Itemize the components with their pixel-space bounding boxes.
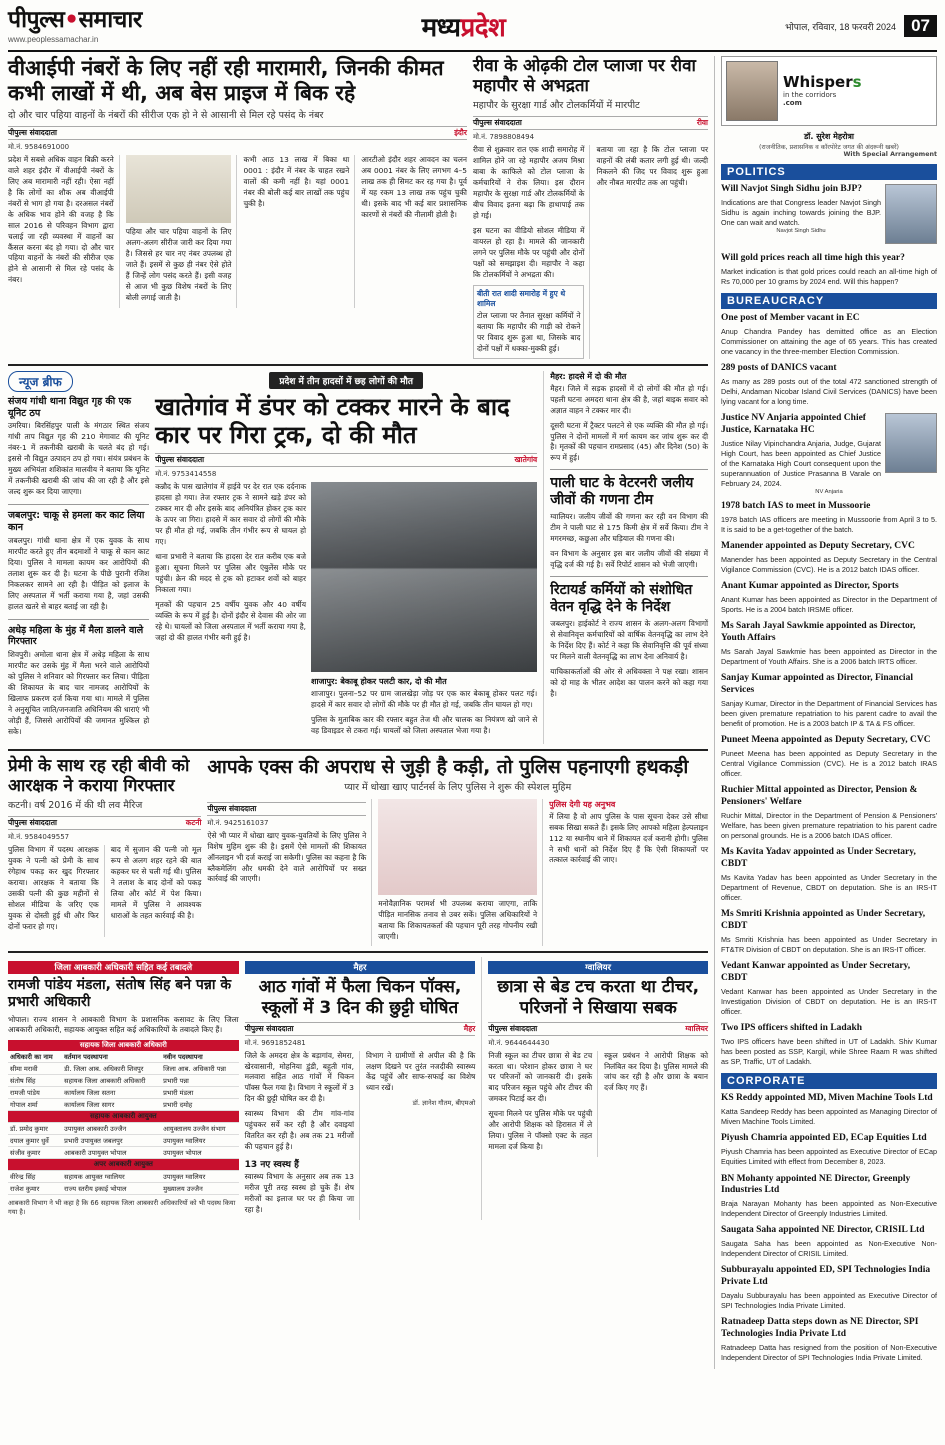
masthead	[8, 6, 937, 52]
teacher-columns	[488, 1051, 708, 1158]
toll-col-1	[473, 145, 585, 358]
bottom-block	[8, 951, 708, 1219]
rail-item	[721, 541, 937, 575]
byline-author: पीपुल्स संवाददाता	[488, 1023, 538, 1033]
chickenpox-kicker: मैहर	[245, 961, 476, 974]
logo-main: पीपुल्स	[8, 6, 65, 33]
wife-arrest-headline: प्रेमी के साथ रह रही बीवी को आरक्षक ने कराया गिरफ्तार	[8, 755, 190, 796]
rail-item-title: Piyush Chamria appointed ED, ECap Equities Ltd	[721, 1133, 927, 1144]
cell-current: आबकारी उपायुक्त भोपाल	[62, 1147, 161, 1159]
table-section-head-2: सहायक आबकारी आयुक्त	[8, 1111, 239, 1123]
cell-new: प्रभारी मंडला	[161, 1087, 239, 1099]
rail-item-text: Ratnadeep Datta has resigned from the position of Non-Executive Independent Director of SPI Technologies India Private Limited.	[721, 1343, 937, 1363]
main-crash-phone: मो.नं. 9753414558	[155, 470, 217, 479]
rail-item	[721, 785, 937, 841]
cell-name: वीरेन्द्र सिंह	[8, 1171, 62, 1183]
maihar-para-1: दूसरी घटना में ट्रैक्टर पलटने से एक व्यक्ति की मौत हो गई। पुलिस ने दोनों मामलों में मर्ग कायम कर जांच शुरू कर दी है। मृतकों की पहचान रामप्रसाद (45) और दिनेश (50) के रूप में हुई।	[550, 420, 709, 463]
teacher-headline: छात्रा से बेड टच करता था टीचर, परिजनों ने सिखाया सबक	[497, 977, 700, 1018]
table-row	[8, 1147, 239, 1159]
editorial-zone	[8, 56, 708, 1369]
toll-headline: रीवा के ओढ़की टोल प्लाजा पर रीवा महापौर से अभद्रता	[472, 56, 696, 97]
rail-item-text: Dayalu Subburayalu has been appointed as Executive Director of SPI Technologies India Private Limited.	[721, 1291, 937, 1311]
teacher-story	[481, 957, 708, 1219]
col-head-new: नवीन पदस्थापना	[161, 1051, 239, 1063]
byline-place: इंदौर	[454, 127, 467, 137]
rail-item	[721, 1265, 937, 1311]
table-row	[8, 1135, 239, 1147]
masthead-right	[785, 15, 937, 37]
photo-caption: NV Anjaria	[815, 489, 843, 496]
excise-story	[8, 957, 239, 1219]
chickenpox-para-1: स्वास्थ्य विभाग की टीम गांव-गांव पहुंचकर सर्वे कर रही है और दवाइयां वितरित कर रही है। अब तक 21 मरीजों की पहचान हुई है।	[244, 1109, 354, 1152]
byline-place: रीवा	[696, 118, 708, 128]
teacher-phone: मो.नं. 9644644430	[488, 1038, 550, 1047]
lead-para-1: पहिया और चार पहिया वाहनों के लिए अलग-अलग सीरीज जारी कर दिया गया है। जिससे हर चार नए नंबर उपलब्ध हो जाते हैं। इसमें से कुछ ही नंबर ऐसे होते हैं जिन्हें लोग पसंद करते हैं। इसी वजह से आज भी कुछ विशेष नंबरों के लिए बोली लगाई जाती है।	[125, 226, 232, 302]
police-col-2	[371, 799, 537, 947]
lead-byline	[8, 126, 467, 140]
byline-author: पीपुल्स संवाददाता	[8, 127, 57, 137]
table-row	[8, 1063, 239, 1075]
police-col-1	[207, 799, 366, 947]
salary-para-1: याचिकाकर्ताओं की ओर से अधिवक्ता ने पक्ष रखा। शासन को दो माह के भीतर आदेश का पालन करने को कहा गया है।	[550, 667, 709, 698]
table-section-head: सहायक जिला आबकारी अधिकारी	[8, 1040, 239, 1051]
cell-current: डी. जिला आब. अधिकारी शिवपुर	[62, 1063, 161, 1075]
divider-1	[8, 364, 708, 366]
chickenpox-credit: डॉ. ज्ञानेश गौतम, बीएमओ	[412, 1099, 476, 1108]
excise-kicker: जिला आबकारी अधिकारी सहित कई तबादले	[8, 961, 239, 974]
rail-item	[721, 735, 937, 779]
table-row	[8, 1099, 239, 1111]
cell-name: सीमा मरावी	[8, 1063, 62, 1075]
page-body	[8, 56, 937, 1369]
photo-caption: Navjot Singh Sidhu	[776, 228, 826, 235]
byline-author: पीपुल्स संवाददाता	[155, 455, 205, 465]
lead-story	[8, 56, 467, 359]
table-row	[8, 1123, 239, 1135]
cell-new: प्रभारी दमोह	[161, 1099, 239, 1111]
rail-item	[721, 961, 937, 1017]
lead-subhead: दो और चार पहिया वाहनों के नंबरों की सीरीज एक हो ने से आसानी से मिल रहे पसंद के नंबर	[8, 109, 324, 121]
rail-item-title: Will gold prices reach all time high this year?	[721, 253, 905, 263]
excise-headline: रामजी पांडेय मंडला, संतोष सिंह बने पन्ना के प्रभारी अधिकारी	[8, 977, 232, 1010]
salary-para-0: जबलपुर। हाईकोर्ट ने राज्य शासन के अलग-अलग विभागों से सेवानिवृत्त कर्मचारियों को वार्षिक वेतनवृद्धि का लाभ देने के निर्देश दिए हैं। कोर्ट ने कहा कि सेवानिवृत्ति की पूर्व संध्या पर मिलने वाली वेतनवृद्धि का लाभ देना अनिवार्य है।	[550, 619, 709, 662]
rail-section-politics: POLITICS	[721, 164, 937, 180]
bottom-columns	[8, 957, 708, 1219]
toll-para-1: इस घटना का वीडियो सोशल मीडिया में वायरल हो रहा है। मामले की जानकारी लगने पर पुलिस मौके पर पहुंची और दोनों पक्षों को समझाइश दी। महापौर ने कहा कि टोलकर्मियों ने अभद्रता की।	[472, 226, 585, 279]
brief-text: जबलपुर। गांधी थाना क्षेत्र में एक युवक के साथ मारपीट करते हुए तीन बदमाशों ने चाकू से कान काट दिया। पुलिस ने मामला कायम कर आरोपियों की तलाश शुरू कर दी है। घटना के पीछे पुरानी रंजिश निकलकर सामने आ रही है। पीड़ित को इलाज के लिए अस्पताल में भर्ती कराया गया है, जहां उसकी हालत खतरे से बाहर बताई जा रही है।	[8, 535, 150, 611]
table-head-row	[8, 1040, 239, 1051]
cell-name: राजेश कुमार	[8, 1183, 62, 1195]
divider-pali	[550, 576, 708, 577]
teacher-byline	[488, 1022, 708, 1036]
teacher-kicker: ग्वालियर	[488, 961, 708, 974]
rail-item-text: Ms Sarah Jayal Sawkmie has been appointed as Director in the Department of Youth Affairs. She is a 2006 batch IRTS officer.	[721, 647, 937, 667]
rail-item	[721, 1225, 937, 1259]
rail-item-title: One post of Member vacant in EC	[721, 313, 860, 324]
table-row	[8, 1171, 239, 1183]
table-row	[8, 1087, 239, 1099]
cell-name: रामजी पांडेय	[8, 1087, 62, 1099]
cell-name: डॉ. प्रमोद कुमार	[8, 1123, 62, 1135]
table-col-head-row	[8, 1051, 239, 1063]
toll-byline	[473, 116, 708, 130]
pali-para-0: ग्वालियर। जलीय जीवों की गणना कर रही वन विभाग की टीम ने पाली घाट से 175 किमी क्षेत्र में सर्वे किया। टीम ने मगरमच्छ, कछुआ और घड़ियाल की गणना की।	[550, 512, 709, 544]
wife-arrest-columns	[8, 845, 201, 937]
byline-place: मैहर	[463, 1023, 476, 1033]
lead-columns	[8, 155, 467, 308]
police-para-0: ऐसे भी प्यार में धोखा खाए युवक-युवतियों के लिए पुलिस ने विशेष मुहिम शुरू की है। इसमें ऐसे मामलों की शिकायत ऑनलाइन भी दर्ज कराई जा सकेगी। पुलिस का कहना है कि ब्लैकमेलिंग और धमकी देने वाले आरोपियों पर सख्त कार्रवाई की जाएगी।	[207, 830, 367, 884]
rail-item	[721, 673, 937, 729]
rail-item	[721, 413, 937, 495]
edition-part-b: प्रदेश	[460, 13, 506, 43]
rail-item	[721, 253, 937, 287]
maihar-kicker: मैहर: हादसे में दो की मौत	[550, 371, 627, 381]
lead-col-3	[236, 155, 349, 308]
whispers-rail	[714, 56, 937, 1369]
rail-item-text: Anant Kumar has been appointed as Director in the Department of Sports. He is a 2004 batch IRSME officer.	[721, 595, 937, 615]
table-section-head-3: अपर आबकारी आयुक्त	[8, 1159, 239, 1171]
rail-item-title: KS Reddy appointed MD, Miven Machine Tools Ltd	[721, 1093, 933, 1104]
chickenpox-col-1	[245, 1051, 354, 1220]
rail-item	[721, 313, 937, 357]
chickenpox-columns	[245, 1051, 476, 1220]
rail-section-bureaucracy: BUREAUCRACY	[721, 293, 937, 309]
sub-crash-columns	[311, 676, 537, 741]
rail-item-title: BN Mohanty appointed NE Director, Greenply Industries Ltd	[721, 1173, 911, 1196]
wife-arrest-subhead: कटनी। वर्ष 2016 में की थी लव मैरिज	[8, 800, 143, 811]
brief-title: जबलपुर: चाकू से हमला कर काट लिया कान	[8, 510, 145, 533]
columnist-name: डॉ. सुरेश मेहरोत्रा	[804, 132, 854, 141]
col-head-current: वर्तमान पदस्थापना	[62, 1051, 161, 1063]
cell-new: मुख्यालय उज्जैन	[161, 1183, 239, 1195]
toll-note-text: टोल प्लाजा पर तैनात सुरक्षा कर्मियों ने बताया कि महापौर की गाड़ी को रोकने पर विवाद शुरू हुआ था, जिसके बाद दोनों पक्षों में धक्का-मुक्की हुई।	[476, 310, 581, 353]
shajapur-para-1: पुलिस के मुताबिक कार की रफ्तार बहुत तेज थी और चालक का नियंत्रण खो जाने से वह डिवाइडर से टकरा गई। घायलों को जिला अस्पताल भेजा गया है।	[311, 715, 538, 736]
byline-author: पीपुल्स संवाददाता	[472, 118, 522, 128]
special-arrangement: With Special Arrangement	[843, 151, 937, 158]
table-row	[8, 1183, 239, 1195]
chickenpox-para-2: विभाग ने ग्रामीणों से अपील की है कि लक्षण दिखने पर तुरंत नजदीकी स्वास्थ्य केंद्र पहुंचें और साफ-सफाई का विशेष ध्यान रखें।	[365, 1050, 476, 1093]
rail-item-text: Sanjay Kumar, Director in the Department of Financial Services has been given premature repatriation to his parent cadre to avail the benefit of promotion. He is a 2003 batch IP & TA & FS officer.	[721, 699, 937, 729]
table-subhead-row	[8, 1111, 239, 1123]
edition-part-a: मध्य	[421, 13, 461, 43]
chickenpox-story	[245, 957, 476, 1219]
rail-item-title: 1978 batch IAS to meet in Mussoorie	[721, 501, 871, 512]
byline-author: पीपुल्स संवाददाता	[244, 1023, 294, 1033]
cell-current: कार्यालय जिला सागर	[62, 1099, 161, 1111]
rail-item	[721, 1023, 937, 1067]
brief-text: शिवपुरी। अमोला थाना क्षेत्र में अधेड़ महिला के साथ मारपीट कर उसके मुंह में मैला भरने वाले आरोपियों को पुलिस ने शनिवार को गिरफ्तार कर लिया। पीड़िता की शिकायत के बाद चार नामजद आरोपियों के खिलाफ प्रकरण दर्ज किया गया था। मामले में पुलिस ने अनुसूचित जाति/जनजाति अधिनियम की धाराएं भी जोड़ी हैं, जिससे आरोपियों की जमानत मुश्किल हो सके।	[8, 650, 150, 736]
rail-item-title: Puneet Meena appointed as Deputy Secretary, CVC	[721, 735, 931, 746]
main-crash-kicker-wrap	[155, 371, 537, 393]
excise-intro: भोपाल। राज्य शासन ने आबकारी विभाग के प्रशासनिक कसावट के लिए जिला आबकारी अधिकारी, सहायक आयुक्त सहित कई अधिकारियों के तबादले किए हैं।	[8, 1014, 239, 1035]
main-crash-byline	[155, 453, 537, 467]
chickenpox-headline: आठ गांवों में फैला चिकन पॉक्स, स्कूलों में 3 दिन की छुट्टी घोषित	[258, 977, 462, 1018]
cell-new: आयुक्तालय उज्जैन संभाग	[161, 1123, 239, 1135]
right-news-column	[543, 371, 708, 744]
lead-col-4	[354, 155, 467, 308]
rail-item-text: Vedant Kanwar has been appointed as Under Secretary in the Investigation Division of CBDT on deputation. He is an IRS-IT officer.	[721, 987, 937, 1017]
rail-item	[721, 184, 937, 247]
brief-divider-1	[8, 504, 149, 505]
brief-title: संजय गांधी थाना विद्युत गृह की एक यूनिट ठप	[8, 395, 132, 419]
table-row	[8, 1075, 239, 1087]
rail-item	[721, 1133, 937, 1167]
logo-second: समाचार	[78, 6, 142, 33]
rail-item-text: Ms Kavita Yadav has been appointed as Under Secretary in the Department of Revenue, CBDT on deputation. She is an IRS-IT officer.	[721, 873, 937, 903]
rail-item-text: Anup Chandra Pandey has demitted office as an Election Commissioner on attaining the age of 65 years. This has created one vacancy in the three-member Election Commission.	[721, 326, 937, 357]
columnist-note: (राजनीतिक, प्रशासनिक व कॉरपोरेट जगत की अंदरूनी खबरें)	[759, 144, 899, 151]
brand-word-a: Whisper	[783, 73, 853, 92]
whispers-banner	[721, 56, 937, 126]
rail-item	[721, 363, 937, 407]
cell-name: गोपाल शर्मा	[8, 1099, 62, 1111]
rail-section-corporate: CORPORATE	[721, 1073, 937, 1089]
brand-domain: .com	[783, 98, 802, 107]
rail-item	[721, 1317, 937, 1363]
main-crash-para-0: कन्नौद के पास खातेगांव में हाईवे पर देर रात एक दर्दनाक हादसा हो गया। तेज रफ्तार ट्रक ने सामने खड़े डंपर को टक्कर मार दी और इसके बाद अनियंत्रित होकर ट्रक कार के ऊपर जा गिरा। हादसे में कार सवार दो लोगों की मौके पर ही मौत हो गई, जबकि तीन गंभीर रूप से घायल हो गए।	[155, 482, 306, 547]
rail-item-title: 289 posts of DANICS vacant	[721, 363, 837, 374]
edition-title	[422, 8, 506, 44]
salary-headline: रिटायर्ड कर्मियों को संशोधित वेतन वृद्धि देने के निर्देश	[550, 582, 693, 615]
byline-place: ग्वालियर	[685, 1023, 708, 1033]
rail-item	[721, 1174, 937, 1220]
police-byline	[207, 802, 366, 816]
maihar-para-0: मैहर। जिले में सड़क हादसों में दो लोगों की मौत हो गई। पहली घटना अमदरा थाना क्षेत्र की है, जहां बाइक सवार को अज्ञात वाहन ने टक्कर मार दी।	[550, 383, 709, 415]
rail-item-text: Saugata Saha has been appointed as Non-Executive Non-Independent Director of CRISIL Limited.	[721, 1239, 937, 1259]
byline-place: कटनी	[185, 818, 202, 828]
police-campaign-subhead: प्यार में धोखा खाए पार्टनर्स के लिए पुलिस ने शुरू की स्पेशल मुहिम	[344, 782, 572, 794]
news-brief	[8, 371, 149, 744]
cell-name: दयाल कुमार धुर्वे	[8, 1135, 62, 1147]
rail-item-text: Katta Sandeep Reddy has been appointed as Managing Director of Miven Machine Tools Limited.	[721, 1107, 937, 1127]
newspaper-logo	[8, 6, 142, 33]
rail-item	[721, 909, 937, 955]
rail-item	[721, 581, 937, 615]
rail-item-title: Ms Sarah Jayal Sawkmie appointed as Director, Youth Affairs	[721, 621, 916, 644]
wife-arrest-col-1	[8, 845, 99, 937]
page-number: 07	[904, 15, 937, 37]
toll-note-title: बीती रात शादी समारोह में हुए थे शामिल	[476, 288, 566, 308]
excise-table	[8, 1040, 239, 1195]
police-campaign-columns	[207, 799, 708, 947]
byline-author: पीपुल्स संवाददाता	[8, 818, 57, 828]
shajapur-story	[311, 676, 537, 741]
anjaria-photo	[885, 413, 937, 473]
rail-item-text: Indications are that Congress leader Navjot Singh Sidhu is again inching towards joining the BJP. One can wait and watch.	[721, 197, 881, 228]
teacher-col-2	[597, 1051, 708, 1158]
wife-arrest-phone: मो.नं. 9584049557	[8, 833, 70, 842]
brief-title: अधेड़ महिला के मुंह में मैला डालने वाले गिरफ्तार	[8, 624, 144, 648]
brief-item	[8, 625, 149, 738]
byline-place: खातेगांव	[514, 455, 538, 465]
lead-para-2: कभी आठ 13 लाख में बिका था 0001 : इंदौर में नंबर के चाहत रखने वालों की कमी नहीं है। यहां 0001 नंबर की बोली कई बार लाखों तक पहुंच चुकी है।	[243, 154, 350, 208]
lead-col-1	[8, 155, 114, 308]
chickenpox-para-0: जिले के अमदरा क्षेत्र के बड़ागांव, सेमरा, खेरवासानी, मोहनिया डुंडी, बहुती गांव, मलवारा सहित आठ गांवों में चिकन पॉक्स फैल गया है। विभाग ने स्कूलों में 3 दिन की छुट्टी घोषित कर दी है।	[244, 1050, 354, 1104]
rail-item-title: Ruchier Mittal appointed as Director, Pension & Pensioners' Welfare	[721, 785, 918, 808]
rail-item-title: Ms Smriti Krishnia appointed as Under Secretary, CBDT	[721, 909, 926, 932]
chickenpox-col-2	[359, 1051, 475, 1220]
rail-item-title: Anant Kumar appointed as Director, Sports	[721, 581, 899, 592]
police-col-3	[542, 799, 708, 947]
lead-para-3: आरटीओ इंदौर शहर आवदन का चलन अब 0001 नंबर के लिए लगभग 4–5 लाख तक ही सिमट कर रह गया है। पूर्व में यह रकम 13 लाख तक पहुंच चुकी थी। इसके बाद भी कई बार प्रशासनिक कारणों से नंबरों की नीलामी होती है।	[361, 154, 467, 219]
lead-para-0: प्रदेश में सबसे अधिक वाहन बिक्री करने वाले शहर इंदौर में वीआईपी नंबरों के लिए अब मारामारी नहीं रही। ऐसा नहीं है कि लोगों का शौक अब वीआईपी नंबरों से भाग हो गया है। दरअसल नंबरों के अधिक भाव होने की वजह है कि साल 2016 से परिवहन विभाग द्वारा चलाई जा रही व्यवस्था में वाहनों का कैंसल करना बंद हो गया। दो और चार पहिया वाहनों के नंबरों की सीरीज एक होने से आसानी से मिल रहे पसंद के नंबर।	[8, 154, 114, 285]
police-phone: मो.नं. 9425161037	[207, 818, 269, 827]
wife-arrest-para-0: पुलिस विभाग में पदस्थ आरक्षक युवक ने पत्नी को प्रेमी के साथ रंगेहाथ पकड़ कर खुद गिरफ्तार कराया। आरक्षक ने बताया कि उसकी पत्नी की कुछ महीनों से सोशल मीडिया के जरिए एक युवक से दोस्ती हुई थी और फिर दोनों फरार हो गए।	[8, 845, 99, 932]
police-campaign-headline: आपके एक्स की अपराध से जुड़ी है कड़ी, तो पुलिस पहनाएगी हथकड़ी	[207, 755, 689, 778]
rail-item-title: Ms Kavita Yadav appointed as Under Secretary, CBDT	[721, 847, 916, 870]
cell-name: संतोष सिंह	[8, 1075, 62, 1087]
toll-col-2	[589, 145, 708, 358]
main-crash-columns	[155, 482, 537, 741]
main-crash-kicker: प्रदेश में तीन हादसों में छह लोगों की मौत	[269, 372, 423, 389]
toll-para-0: रीवा से शुक्रवार रात एक शादी समारोह में शामिल होने जा रहे महापौर अजय मिश्रा बाबा के काफिले को टोल प्लाजा के कर्मचारियों ने रोक लिया। इस दौरान महापौर के सुरक्षा गार्ड और टोलकर्मियों के बीच विवाद इतना बढ़ा कि हाथापाई तक हो गई।	[472, 145, 585, 221]
lead-phone: मो.नं. 9584691000	[8, 142, 70, 151]
police-right-para-0: में लिया है वो आप पुलिस के पास सूचना देकर उसे सीधा सबक सिखा सकते हैं। इसके लिए आपको महिला हेल्पलाइन 112 या स्थानीय थाने में शिकायत दर्ज करानी होगी। पुलिस ने सभी थानों को निर्देश दिए हैं कि ऐसी शिकायतों पर तत्काल कार्रवाई की जाए।	[549, 811, 708, 865]
number-plate-photo	[126, 155, 232, 223]
sidhu-photo	[885, 184, 937, 244]
wife-arrest-byline	[8, 816, 201, 830]
main-crash-para-2: मृतकों की पहचान 25 वर्षीय युवक और 40 वर्षीय व्यक्ति के रूप में हुई है। दोनों इंदौर से देवास की ओर जा रहे थे। घायलों को जिला अस्पताल में भर्ती कराया गया है, जहां दो की हालत गंभीर बनी हुई है।	[155, 599, 306, 642]
middle-block	[8, 371, 708, 744]
cell-current: प्रभारी उपायुक्त जबलपुर	[62, 1135, 161, 1147]
chickenpox-subtext: स्वास्थ्य विभाग के अनुसार अब तक 13 मरीज पूरी तरह स्वस्थ हो चुके हैं। शेष मरीजों का इलाज घर पर ही किया जा रहा है।	[244, 1172, 354, 1214]
lead-col-2	[119, 155, 232, 308]
chickenpox-subhead: 13 नए स्वस्थ हैं	[244, 1160, 299, 1171]
columnist-photo	[726, 61, 778, 121]
main-crash-para-1: थाना प्रभारी ने बताया कि हादसा देर रात करीब एक बजे हुआ। सूचना मिलने पर पुलिस और एंबुलेंस मौके पर पहुंची। क्रेन की मदद से ट्रक को हटाकर शवों को बाहर निकाला गया।	[155, 552, 306, 594]
news-brief-badge: न्यूज ब्रीफ	[8, 371, 73, 392]
table-subhead-row	[8, 1159, 239, 1171]
brief-item	[8, 396, 149, 498]
rail-item-title: Sanjay Kumar appointed as Director, Financial Services	[721, 673, 913, 696]
wife-arrest-col-2	[104, 845, 202, 937]
rail-item-title: Two IPS officers shifted in Ladakh	[721, 1023, 863, 1034]
rail-item	[721, 621, 937, 667]
pali-headline: पाली घाट के वेटरनरी जलीय जीवों की गणना टीम	[550, 475, 694, 508]
main-crash-col-1	[155, 482, 306, 741]
cell-current: सहायक आयुक्त ग्वालियर	[62, 1171, 161, 1183]
rail-item	[721, 847, 937, 903]
cell-new: जिला आब. अधिकारी पन्ना	[161, 1063, 239, 1075]
rail-item-text: Braja Narayan Mohanty has been appointed as Non-Executive Independent Director of Greenply Industries Limited.	[721, 1199, 937, 1219]
rail-item-title: Ratnadeep Datta steps down as NE Director, SPI Technologies India Private Ltd	[721, 1317, 919, 1340]
chickenpox-phone: मो.नं. 9691852481	[244, 1038, 306, 1047]
teacher-para-0: निजी स्कूल का टीचर छात्रा से बेड टच करता था। परेशान होकर छात्रा ने घर पर परिजनों को जानकारी दी। इसके बाद परिजन स्कूल पहुंचे और टीचर की जमकर पिटाई कर दी।	[488, 1050, 593, 1104]
rail-item-title: Justice NV Anjaria appointed Chief Justice, Karnataka HC	[721, 413, 866, 436]
rail-item-title: Vedant Kanwar appointed as Under Secretary, CBDT	[721, 961, 911, 984]
rail-item-text: 1978 batch IAS officers are meeting in Mussoorie from April 3 to 5. It is said to be a get-together of the batch.	[721, 515, 937, 535]
main-crash-photo-col	[311, 482, 537, 741]
whispers-brand	[783, 75, 862, 91]
teacher-para-2: स्कूल प्रबंधन ने आरोपी शिक्षक को निलंबित कर दिया है। पुलिस मामले की जांच कर रही है और छात्रा के बयान दर्ज किए गए हैं।	[604, 1050, 708, 1093]
teacher-col-1	[488, 1051, 592, 1158]
cell-current: सहायक जिला आबकारी अधिकारी	[62, 1075, 161, 1087]
masthead-left	[8, 6, 142, 44]
rail-item-text: As many as 289 posts out of the total 472 sanctioned strength of Delhi, Andaman Nicobar Island Civil Services (DANICS) have been lying vacant for a long time.	[721, 377, 937, 407]
rail-item	[721, 1093, 937, 1127]
cell-new: उपायुक्त भोपाल	[161, 1147, 239, 1159]
teacher-para-1: सूचना मिलने पर पुलिस मौके पर पहुंची और आरोपी शिक्षक को हिरासत में ले लिया। पुलिस ने पॉक्सो एक्ट के तहत मामला दर्ज किया है।	[488, 1109, 593, 1152]
divider-2	[8, 749, 708, 751]
whispers-brand-block	[783, 75, 862, 107]
rail-item-title: Subburayalu appointed ED, SPI Technologies India Private Ltd	[721, 1265, 931, 1288]
cell-new: उपायुक्त ग्वालियर	[161, 1135, 239, 1147]
rail-item-text: Manender has been appointed as Deputy Secretary in the Central Vigilance Commission (CVC). He is a 2012 batch IDAS officer.	[721, 555, 937, 575]
col-head-name: अधिकारी का नाम	[8, 1051, 62, 1063]
lead-headline: वीआईपी नंबरों के लिए नहीं रही मारामारी, जिनकी कीमत कभी लाखों में थी, अब बेस प्राइज में बिक रहे	[8, 56, 444, 105]
rail-item-text: Two IPS officers have been shifted in UT of Ladakh. Shiv Kumar has been posted as SSP, Kargil, while Shree Raam R was shifted as SP, Traffic, UT of Ladakh.	[721, 1037, 937, 1067]
wife-arrest-para-1: बाद में सुजान की पत्नी जो मूल रूप से अलग शहर रहने की बात कहकर घर से चली गई थी। पुलिस ने तलाश के बाद दोनों को पकड़ लिया और कोर्ट में पेश किया। मामले में पुलिस ने आवश्यक धाराओं के तहत कार्रवाई की है।	[110, 845, 202, 921]
cell-new: प्रभारी पन्ना	[161, 1075, 239, 1087]
divider-maihar	[550, 469, 708, 470]
rail-item	[721, 501, 937, 535]
date-line: भोपाल, रविवार, 18 फरवरी 2024	[785, 21, 897, 32]
cell-new: उपायुक्त ग्वालियर	[161, 1171, 239, 1183]
rail-item-text: Puneet Meena has been appointed as Deputy Secretary in the Central Vigilance Commission (CVC). He is a 2012 batch IRAS officer.	[721, 749, 937, 779]
rail-item-text: Ruchir Mittal, Director in the Department of Pension & Pensioners' Welfare, has been given premature repatriation to his parent cadre on personal grounds. He is a 2006 batch IDAS officer.	[721, 811, 937, 841]
main-crash-headline: खातेगांव में डंपर को टक्कर मारने के बाद कार पर गिरा ट्रक, दो की मौत	[155, 392, 510, 449]
brand-word-s: s	[852, 73, 862, 92]
rail-item-text: Market indication is that gold prices could reach an all-time high of Rs 70,000 per 10 grams by 2024 end. Will this happen?	[721, 266, 937, 286]
logo-dot: •	[64, 6, 79, 33]
rail-item-title: Saugata Saha appointed NE Director, CRISIL Ltd	[721, 1225, 925, 1236]
shajapur-kicker: शाजापुर: बेकाबू होकर पलटी कार, दो की मौत	[311, 677, 447, 687]
cell-current: कार्यालय जिला सतना	[62, 1087, 161, 1099]
rail-item-text: Piyush Chamria has been appointed as Executive Director of ECap Equities Limited with effect from December 8, 2023.	[721, 1147, 937, 1167]
toll-para-2: बताया जा रहा है कि टोल प्लाजा पर वाहनों की लंबी कतार लगी हुई थी। जल्दी निकलने की जिद पर विवाद शुरू हुआ और नौबत मारपीट तक आ पहुंची।	[596, 145, 708, 188]
chickenpox-byline	[245, 1022, 476, 1036]
top-block	[8, 56, 708, 359]
rail-item-text: Justice Nilay Vipinchandra Anjaria, Judge, Gujarat High Court, has been appointed as Chief Justice of the Karnataka High Court consequent upon the superannuation of Justice Prasanna B Varale on February 24, 2024.	[721, 439, 881, 489]
brand-tagline: in the corridors	[783, 90, 837, 99]
toll-subhead: महापौर के सुरक्षा गार्ड और टोलकर्मियों में मारपीट	[472, 100, 640, 112]
toll-columns	[473, 145, 708, 358]
toll-note	[473, 285, 585, 359]
toll-phone: मो.नं. 7898808494	[472, 133, 535, 142]
police-para-1: मनोवैज्ञानिक परामर्श भी उपलब्ध कराया जाएगा, ताकि पीड़ित मानसिक तनाव से उबर सकें। पुलिस अधिकारियों ने बताया कि शिकायतकर्ता की पहचान पूरी तरह गोपनीय रखी जाएगी।	[378, 898, 538, 941]
campaign-poster-image	[378, 799, 537, 895]
rail-item-text: Ms Smriti Krishnia has been appointed as Under Secretary in FT&TR Division of CBDT on deputation. She is an IRS-IT officer.	[721, 935, 937, 955]
police-right-kicker: पुलिस देगी यह अनुभव	[549, 799, 616, 809]
third-block	[8, 756, 708, 947]
police-campaign-story	[207, 756, 708, 947]
pali-para-1: वन विभाग के अनुसार इस बार जलीय जीवों की संख्या में वृद्धि दर्ज की गई है। सर्वे रिपोर्ट शासन को भेजी जाएगी।	[550, 549, 709, 570]
brief-item	[8, 510, 149, 612]
shajapur-para-0: शाजापुर। पुलना–52 पर ग्राम जालखेड़ा जोड़ पर एक कार बेकाबू होकर पलट गई। हादसे में कार सवार दो लोगों की मौके पर ही मौत हो गई, जबकि तीन घायल हो गए।	[311, 689, 538, 710]
brief-text: उमरिया। बिरसिंहपुर पाली के मंगठार स्थित संजय गांधी ताप विद्युत गृह की 210 मेगावाट की यूनिट नंबर-1 में तकनीकी खराबी के चलते बंद हो गई। इससे नौ विद्युत उत्पादन ठप हो गया। संयंत्र प्रबंधन के मुख्य अभियंता शशिकांत मालवीय ने बताया कि यूनिट में तकनीकी खराबी की जांच की जा रही है और इसे जल्द शुरू कर दिया जाएगा।	[8, 421, 150, 497]
cell-current: राज्य स्तरीय इकाई भोपाल	[62, 1183, 161, 1195]
wife-arrest-story	[8, 756, 201, 947]
excise-footer: आबकारी विभाग ने भी कहा है कि 66 सहायक जिला आबकारी अधिकारियों को भी पदस्थ किया गया है।	[8, 1199, 236, 1217]
cell-name: संजीव कुमार	[8, 1147, 62, 1159]
byline-author: पीपुल्स संवाददाता	[207, 803, 257, 813]
crash-scene-photo	[311, 482, 537, 672]
cell-current: उपायुक्त आबकारी उज्जैन	[62, 1123, 161, 1135]
rail-item-title: Manender appointed as Deputy Secretary, CVC	[721, 541, 915, 552]
brief-divider-2	[8, 619, 149, 620]
website-url: www.peoplessamachar.in	[8, 34, 99, 44]
main-crash-story	[155, 371, 537, 744]
toll-story	[473, 56, 708, 359]
rail-item-title: Will Navjot Singh Sidhu join BJP?	[721, 184, 863, 194]
